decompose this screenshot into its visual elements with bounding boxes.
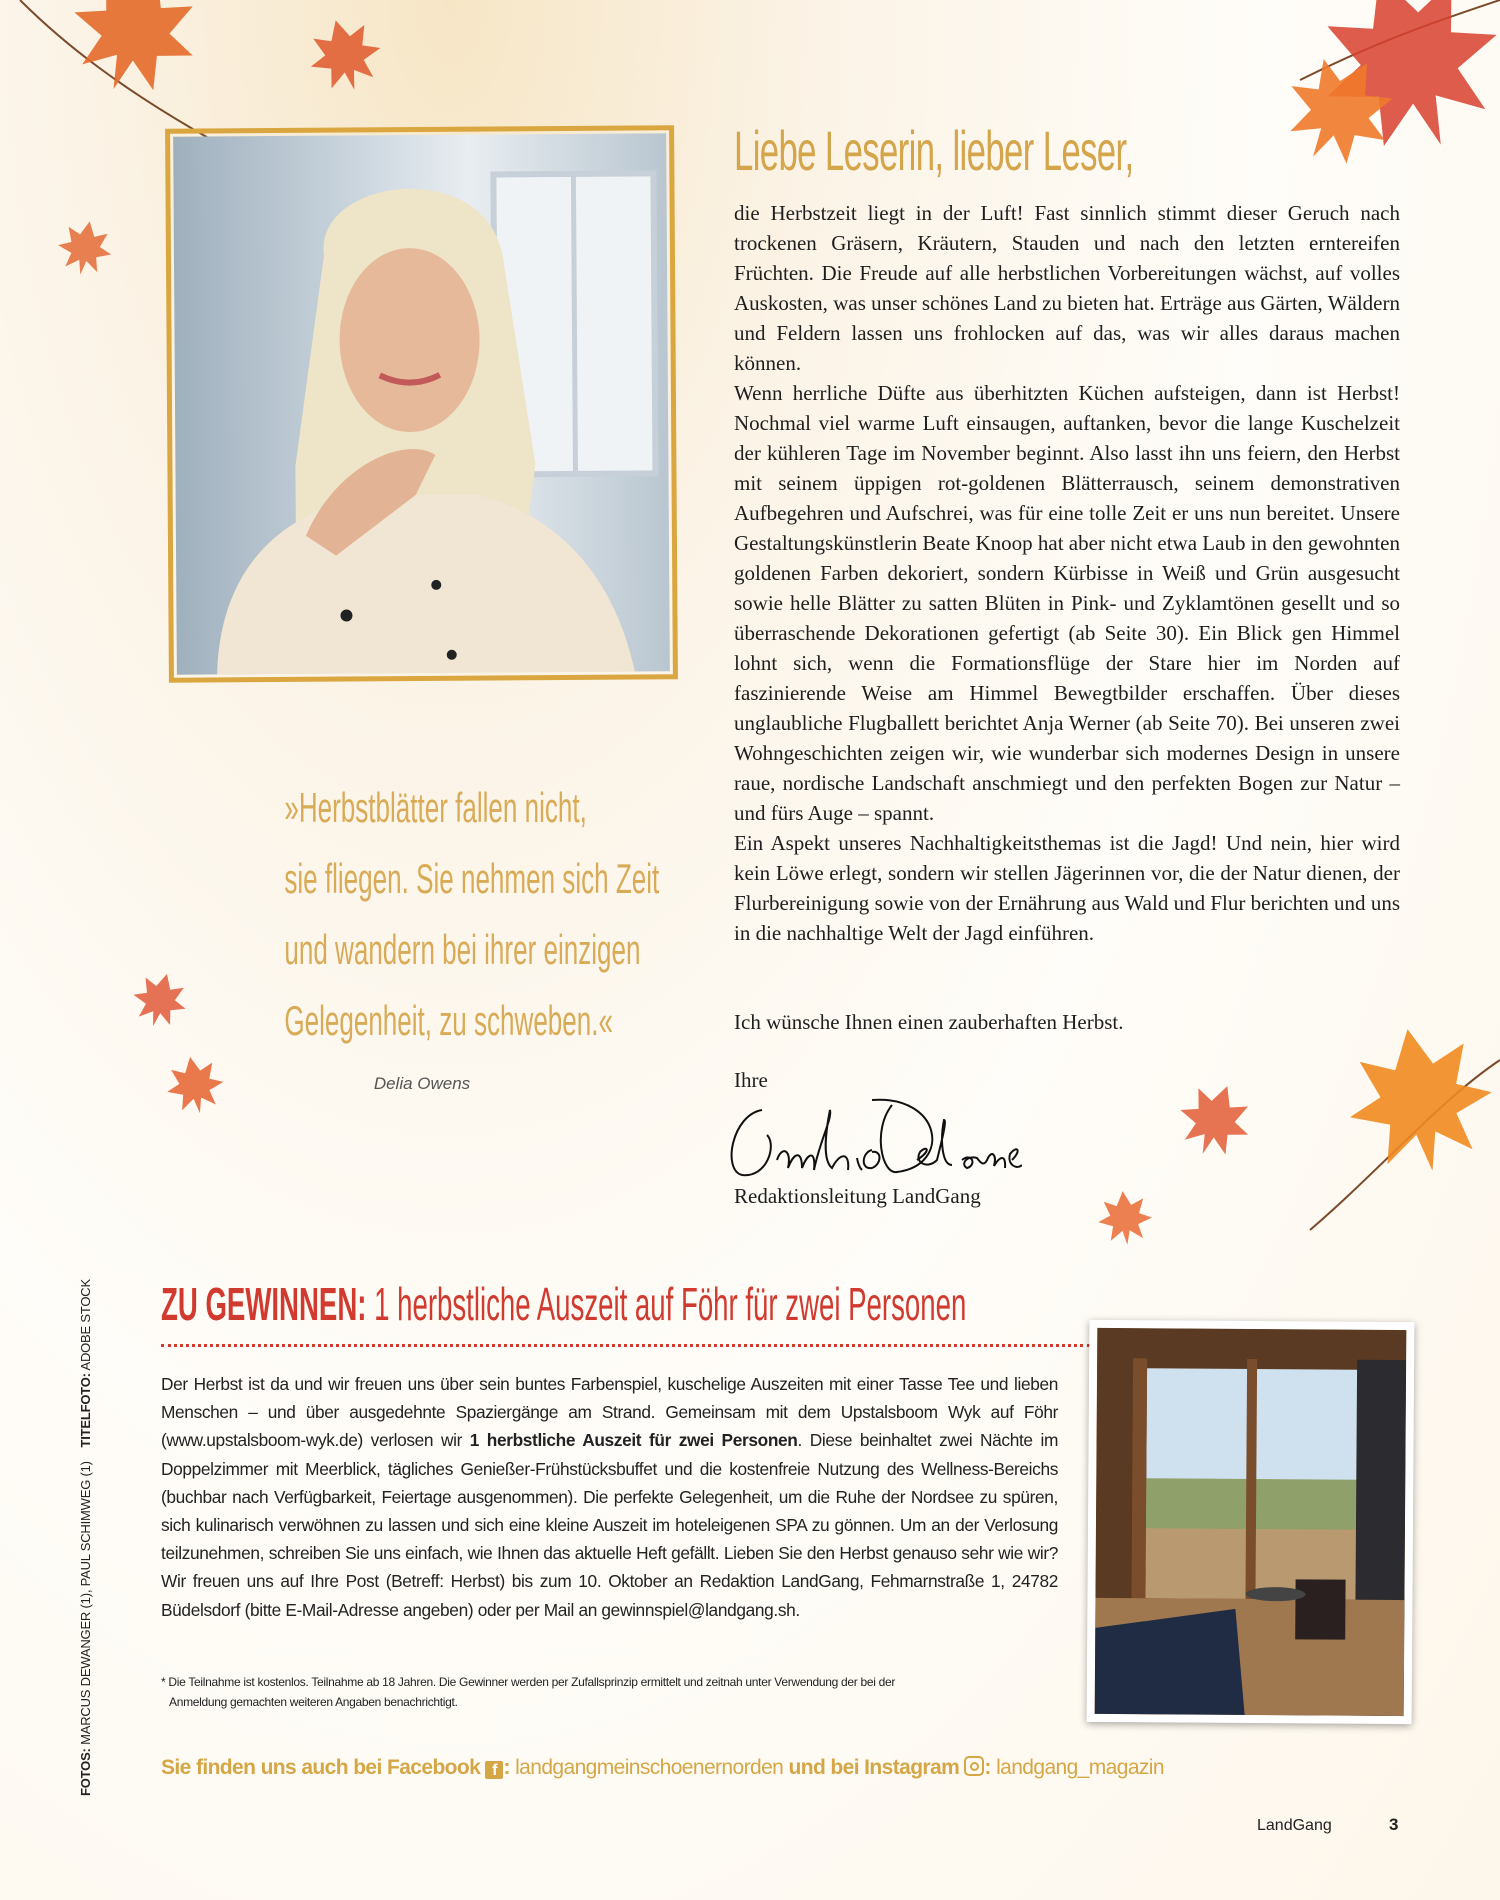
letter-paragraph: Wenn herrliche Düfte aus überhitzten Küchen aufsteigen, dann ist Herbst! Nochmal viel warme Luft einsaugen, auftanken, bevor die lange Kuschelzeit der kühleren Tage im November beginnt. Also lasst ihn uns feiern, den Herbst mit seinem üppigen rot-goldenen Blätterrausch, seinem demonstrativen Aufbegehren und Aufschrei, was für eine tolle Zeit er uns nun bereitet. Unsere Gestaltungskünstlerin Beate Knoop hat aber nicht etwa Laub in den gewohnten goldenen Farben dekoriert, sondern Kürbisse in Weiß und Grün ausgesucht sowie helle Blätter zu satten Blüten in Pink- und Zyklamtönen gesellt und so überraschende Dekorationen gefertigt (ab Seite 30). Ein Blick gen Himmel lohnt sich, wenn die Formationsflüge der Stare hier im Norden auf faszinierende Weise am Himmel Bewegtbilder erschaffen. Über dieses unglaubliche Flugballett berichtet Anja Werner (ab Seite 70). Bei unseren zwei Wohngeschichten zeigen wir, wie wunderbar sich modernes Design in unsere raue, nordische Landschaft anschmiegt und den perfekten Bogen zur Natur – und fürs Auge – spannt. <box>734 381 1400 825</box>
dotted-divider <box>161 1344 1090 1347</box>
instagram-icon <box>964 1756 984 1776</box>
contest-body <box>161 1370 1058 1624</box>
letter-paragraph: die Herbstzeit liegt in der Luft! Fast sinnlich stimmt dieser Geruch nach trockenen Gräsern, Kräutern, Stauden und nach den letzten erntereifen Früchten. Die Freude auf alle herbstlichen Vorbereitungen wächst, auf volles Auskosten, was unser schönes Land zu bieten hat. Erträge aus Gärten, Wäldern und Feldern lassen uns frohlocken auf das, was wir alles daraus machen können. <box>734 201 1400 375</box>
contest-text: . Diese beinhaltet zwei Nächte im Doppelzimmer mit Meerblick, tägliches Genießer-Frühstücksbuffet und die kostenfreie Nutzung des Wellness-Bereichs (buchbar nach Verfügbarkeit, Feiertage ausgenommen). Die perfekte Gelegenheit, um die Ruhe der Nordsee zu spüren, sich kulinarisch verwöhnen zu lassen und sich eine kleine Auszeit im hoteleigenen SPA zu gönnen. Um an der Verlosung teilzunehmen, schreiben Sie uns einfach, wie Ihnen das aktuelle Heft gefällt. Lieben Sie den Herbst genauso sehr wie wir? Wir freuen uns auf Ihre Post (Betreff: Herbst) bis zum 10. Oktober an Redaktion LandGang, Fehmarnstraße 1, 24782 Büdelsdorf (bitte E-Mail-Adresse angeben) oder per Mail an gewinnspiel@landgang.sh. <box>161 1430 1058 1620</box>
pull-quote <box>200 772 660 1056</box>
facebook-icon: f <box>485 1761 503 1779</box>
letter-paragraph: Ein Aspekt unseres Nachhaltigkeitsthemas ist die Jagd! Und nein, hier wird kein Löwe erlegt, sondern wir stellen Jägerinnen vor, die der Natur dienen, der Flurbereinigung sowie von der Ernährung aus Wald und Flur berichten und uns in die nachhaltige Welt der Jagd einführen. <box>734 831 1400 945</box>
photo-credits <box>78 1279 93 1796</box>
credits-text: ADOBE STOCK <box>78 1279 93 1371</box>
contest-heading <box>161 1277 966 1331</box>
hotel-photo-frame <box>1087 1320 1415 1724</box>
contest-prize: 1 herbstliche Auszeit für zwei Personen <box>469 1430 798 1451</box>
colon: : <box>984 1756 991 1779</box>
page-number: 3 <box>1389 1815 1399 1834</box>
social-links <box>161 1756 1164 1780</box>
signature <box>722 1090 1022 1185</box>
quote-line: Gelegenheit, zu schweben.« <box>284 997 613 1044</box>
quote-author: Delia Owens <box>373 1074 471 1093</box>
credits-text: MARCUS DEWANGER (1), PAUL SCHIMWEG (1) <box>78 1461 93 1745</box>
portrait-photo-frame <box>165 125 678 683</box>
letter-author-role: Redaktionsleitung LandGang <box>734 1184 981 1208</box>
letter-body <box>734 198 1400 948</box>
credits-label: TITELFOTO: <box>78 1373 93 1448</box>
contest-footnote <box>161 1672 1041 1712</box>
letter-greeting: Ihre <box>734 1068 768 1092</box>
letter-heading: Liebe Leserin, lieber Leser, <box>734 119 1134 182</box>
quote-line: und wandern bei ihrer einzigen <box>284 926 641 973</box>
colon: : <box>503 1756 510 1779</box>
facebook-label: Sie finden uns auch bei Facebook <box>161 1756 481 1779</box>
footnote-line: * Die Teilnahme ist kostenlos. Teilnahme ab 18 Jahren. Die Gewinner werden per Zufallsprinzip ermittelt und zeitnah unter Verwendung der bei der <box>161 1675 896 1689</box>
quote-line: sie fliegen. Sie nehmen sich Zeit <box>284 855 660 902</box>
quote-line: »Herbstblätter fallen nicht, <box>284 784 587 831</box>
instagram-link[interactable]: landgang_magazin <box>996 1756 1164 1779</box>
footnote-line: Anmeldung gemachten weiteren Angaben benachrichtigt. <box>169 1695 458 1709</box>
hotel-room-photo <box>1095 1328 1407 1716</box>
magazine-name: LandGang <box>1257 1817 1332 1834</box>
contest-text: Der Herbst ist da und wir freuen uns über sein buntes Farbenspiel, kuschelige Auszeiten mit einer Tasse Tee und lieben Menschen – und über ausgedehnte Spaziergänge am Strand. Gemeinsam mit dem Upstalsboom Wyk auf Föhr (www.upstalsboom-wyk.de) verlosen wir <box>161 1374 1058 1451</box>
contest-title: 1 herbstliche Auszeit auf Föhr für zwei Personen <box>374 1278 967 1330</box>
facebook-link[interactable]: landgangmeinschoenernorden <box>515 1756 784 1779</box>
credits-label: FOTOS: <box>78 1748 93 1796</box>
letter-closing: Ich wünsche Ihnen einen zauberhaften Herbst. <box>734 1010 1124 1034</box>
instagram-label: und bei Instagram <box>788 1756 960 1779</box>
portrait-photo <box>173 133 670 674</box>
contest-label: ZU GEWINNEN: <box>161 1278 367 1330</box>
